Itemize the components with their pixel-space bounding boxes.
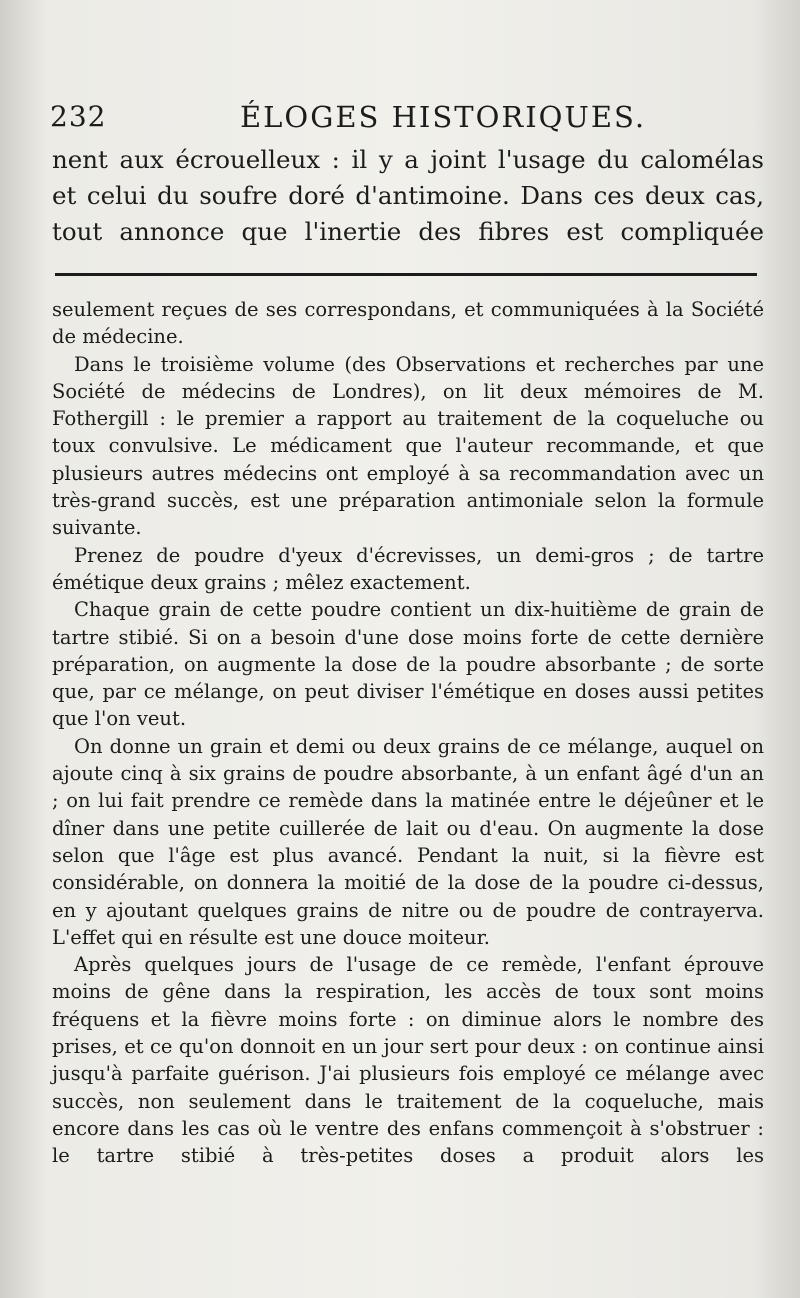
footnote-paragraph: Dans le troisième volume (des Observations et recherches par une Société de médecins de Londres), on lit deux mémoires de M. Fothergill : le premier a rapport au traitement de la coqueluche ou toux convulsive. Le médicament que l'auteur recommande, et que plusieurs autres médecins ont employé à sa recommandation avec un très-grand succès, est une préparation antimoniale selon la formule suivante.	[52, 352, 764, 540]
running-title: ÉLOGES HISTORIQUES.	[240, 100, 647, 134]
main-text-line: nent aux écrouelleux : il y a joint l'usage du calomélas	[52, 145, 764, 174]
footnote-separator-rule	[55, 273, 757, 276]
main-text-line: tout annonce que l'inertie des fibres est compliquée	[52, 217, 764, 246]
footnote-paragraph: seulement reçues de ses correspondans, et communiquées à la Société de médecine.	[52, 298, 764, 349]
footnote-paragraph: Après quelques jours de l'usage de ce remède, l'enfant éprouve moins de gêne dans la respiration, les accès de toux sont moins fréquens et la fièvre moins forte : on diminue alors le nombre des prises, et ce qu'on donnoit en un jour sert pour deux : on continue ainsi jusqu'à parfaite guérison. J'ai plusieurs fois employé ce mélange avec succès, non seulement dans le traitement de la coqueluche, mais encore dans les cas où le ventre des enfans commençoit à s'obstruer : le tartre stibié à très-petites doses a produit alors les	[52, 953, 764, 1168]
footnote-paragraph: On donne un grain et demi ou deux grains de ce mélange, auquel on ajoute cinq à six grains de poudre absorbante, à un enfant âgé d'un an ; on lui fait prendre ce remède dans la matinée entre le déjeûner et le dîner dans une petite cuillerée de lait ou d'eau. On augmente la dose selon que l'âge est plus avancé. Pendant la nuit, si la fièvre est considérable, on donnera la moitié de la dose de la poudre ci-dessus, en y ajoutant quelques grains de nitre ou de poudre de contrayerva. L'effet qui en résulte est une douce moiteur.	[52, 734, 764, 949]
footnote-paragraph: Prenez de poudre d'yeux d'écrevisses, un demi-gros ; de tartre émétique deux grains ; mêlez exactement.	[52, 543, 764, 594]
page-header	[50, 100, 770, 140]
page-number: 232	[50, 100, 107, 133]
main-text-line: et celui du soufre doré d'antimoine. Dans ces deux cas,	[52, 181, 764, 210]
footnote-section	[52, 296, 764, 1170]
footnote-paragraph: Chaque grain de cette poudre contient un dix-huitième de grain de tartre stibié. Si on a besoin d'une dose moins forte de cette dernière préparation, on augmente la dose de la poudre absorbante ; de sorte que, par ce mélange, on peut diviser l'émétique en doses aussi petites que l'on veut.	[52, 598, 764, 731]
main-text	[52, 142, 764, 250]
